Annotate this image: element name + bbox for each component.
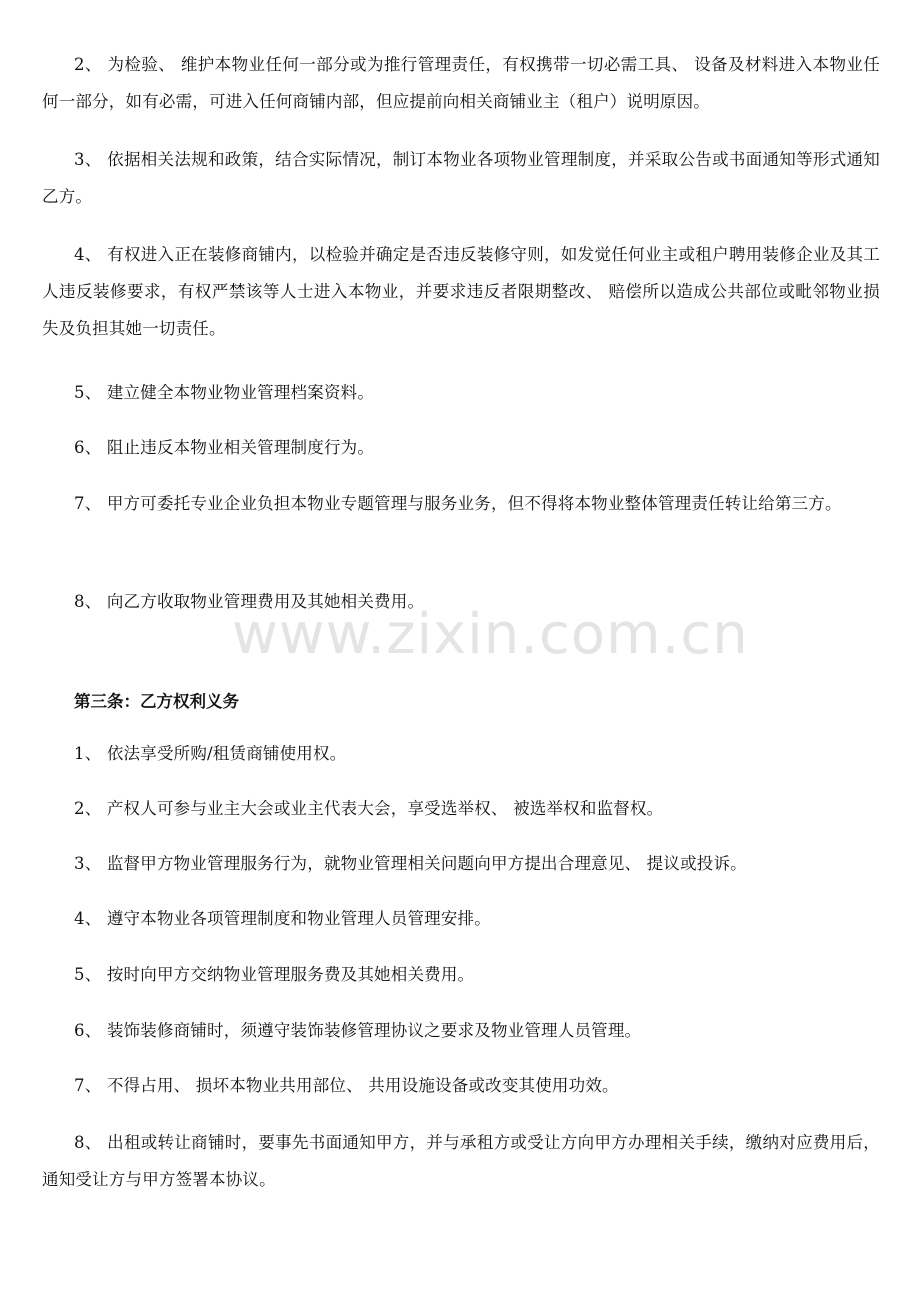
clause-item-6: 6、 阻止违反本物业相关管理制度行为。 — [74, 438, 375, 457]
clause-item-8: 8、 向乙方收取物业管理费用及其她相关费用。 — [74, 592, 425, 611]
clause-item-3: 3、 依据相关法规和政策，结合实际情况，制订本物业各项物业管理制度，并采取公告或书面通知等形式通知乙方。 — [42, 150, 880, 206]
clause-item-2: 2、 为检验、 维护本物业任何一部分或为推行管理责任，有权携带一切必需工具、 设备及材料进入本物业任何一部分，如有必需，可进入任何商铺内部，但应提前向相关商铺业主（租户）说明原因。 — [42, 55, 880, 111]
clause-item-5: 5、 建立健全本物业物业管理档案资料。 — [74, 383, 375, 402]
watermark: www.zixin.com.cn — [232, 602, 749, 667]
party-b-item-4: 4、 遵守本物业各项管理制度和物业管理人员管理安排。 — [74, 909, 491, 928]
party-b-item-8: 8、 出租或转让商铺时，要事先书面通知甲方，并与承租方或受让方向甲方办理相关手续，缴纳对应费用后，通知受让方与甲方签署本协议。 — [42, 1133, 880, 1189]
clause-item-4: 4、 有权进入正在装修商铺内，以检验并确定是否违反装修守则，如发觉任何业主或租户聘用装修企业及其工人违反装修要求，有权严禁该等人士进入本物业，并要求违反者限期整改、 赔偿所以造成公共部位或毗邻物业损失及负担其她一切责任。 — [42, 245, 880, 338]
party-b-item-2: 2、 产权人可参与业主大会或业主代表大会，享受选举权、 被选举权和监督权。 — [74, 799, 664, 818]
party-b-item-5: 5、 按时向甲方交纳物业管理服务费及其她相关费用。 — [74, 965, 475, 984]
party-b-item-7: 7、 不得占用、 损坏本物业共用部位、 共用设施设备或改变其使用功效。 — [74, 1076, 619, 1095]
party-b-item-1: 1、 依法享受所购/租赁商铺使用权。 — [74, 744, 347, 763]
party-b-item-6: 6、 装饰装修商铺时，须遵守装饰装修管理协议之要求及物业管理人员管理。 — [74, 1021, 642, 1040]
clause-item-7: 7、 甲方可委托专业企业负担本物业专题管理与服务业务，但不得将本物业整体管理责任转让给第三方。 — [74, 494, 842, 513]
section-title: 第三条：乙方权利义务 — [74, 692, 239, 711]
party-b-item-3: 3、 监督甲方物业管理服务行为，就物业管理相关问题向甲方提出合理意见、 提议或投诉。 — [74, 854, 747, 873]
